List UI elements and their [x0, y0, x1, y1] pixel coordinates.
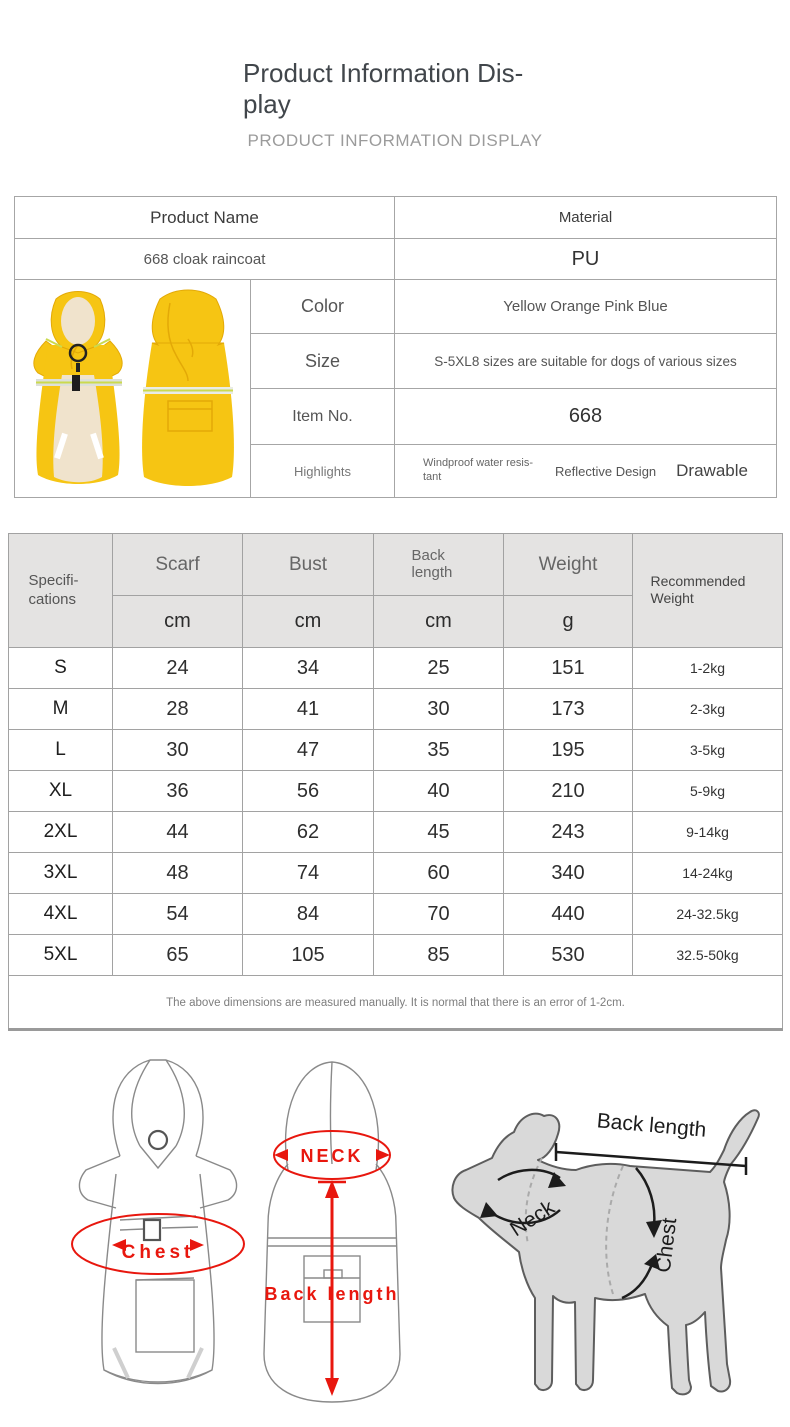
spec-row-xl: XL 36 56 40 210 5-9kg — [9, 771, 783, 812]
page-title: Product Information Dis-play — [243, 58, 524, 120]
arrow-left-icon — [274, 1149, 288, 1161]
dog-measurement-diagram — [426, 1066, 784, 1408]
back-length-unit: cm — [374, 596, 504, 648]
raincoat-back-photo — [142, 290, 234, 486]
coat-back-length-label: Back length — [264, 1284, 400, 1304]
highlights-label: Highlights — [251, 445, 395, 498]
material-header: Material — [395, 197, 777, 239]
item-no-value: 668 — [395, 389, 777, 445]
size-value: S-5XL8 sizes are suitable for dogs of various sizes — [395, 334, 777, 389]
size-spec-table — [8, 533, 783, 1031]
spec-col-header: Specifi-cations — [9, 534, 113, 648]
spec-row-3xl: 3XL 48 74 60 340 14-24kg — [9, 853, 783, 894]
highlight-windproof: Windproof water resis-tant — [423, 457, 534, 483]
measurement-diagrams — [0, 1038, 790, 1427]
scarf-unit: cm — [113, 596, 243, 648]
dog-silhouette — [453, 1110, 759, 1394]
bust-unit: cm — [243, 596, 374, 648]
highlight-drawable: Drawable — [676, 461, 748, 480]
weight-col-header: Weight — [504, 534, 633, 596]
dog-back-length-label: Back length — [595, 1109, 708, 1142]
item-no-label: Item No. — [251, 389, 395, 445]
back-length-col-header: Back length — [374, 534, 504, 596]
product-name-header: Product Name — [15, 197, 395, 239]
dog-chest-label: Chest — [651, 1216, 682, 1274]
product-name-value: 668 cloak raincoat — [15, 239, 395, 280]
spec-row-5xl: 5XL 65 105 85 530 32.5-50kg — [9, 935, 783, 976]
size-label: Size — [251, 334, 395, 389]
page-subtitle: PRODUCT INFORMATION DISPLAY — [247, 131, 543, 150]
arrow-right-icon — [376, 1149, 390, 1161]
highlights-value — [395, 445, 777, 498]
recommended-weight-col-header: Recommended Weight — [633, 534, 783, 648]
color-value: Yellow Orange Pink Blue — [395, 280, 777, 334]
spec-row-s: S 24 34 25 151 1-2kg — [9, 648, 783, 689]
scarf-col-header: Scarf — [113, 534, 243, 596]
spec-row-4xl: 4XL 54 84 70 440 24-32.5kg — [9, 894, 783, 935]
dog-neck-label: Neck — [506, 1195, 559, 1242]
measurement-note: The above dimensions are measured manually. It is normal that there is an error of 1-2cm. — [166, 997, 625, 1009]
coat-neck-label: NECK — [300, 1146, 364, 1166]
raincoat-product-photo — [18, 283, 248, 495]
bust-col-header: Bust — [243, 534, 374, 596]
material-value: PU — [395, 239, 777, 280]
raincoat-back-line-drawing — [230, 1052, 436, 1418]
spec-row-l: L 30 47 35 195 3-5kg — [9, 730, 783, 771]
color-label: Color — [251, 280, 395, 334]
spec-row-m: M 28 41 30 173 2-3kg — [9, 689, 783, 730]
spec-row-2xl: 2XL 44 62 45 243 9-14kg — [9, 812, 783, 853]
raincoat-front-photo — [33, 291, 121, 484]
coat-chest-label: Chest — [121, 1242, 195, 1263]
weight-unit: g — [504, 596, 633, 648]
measurement-note-row — [9, 976, 783, 1030]
drawcord-icon — [149, 1131, 167, 1149]
product-photo — [15, 280, 251, 498]
highlight-reflective: Reflective Design — [555, 463, 657, 479]
product-info-table — [14, 196, 777, 498]
